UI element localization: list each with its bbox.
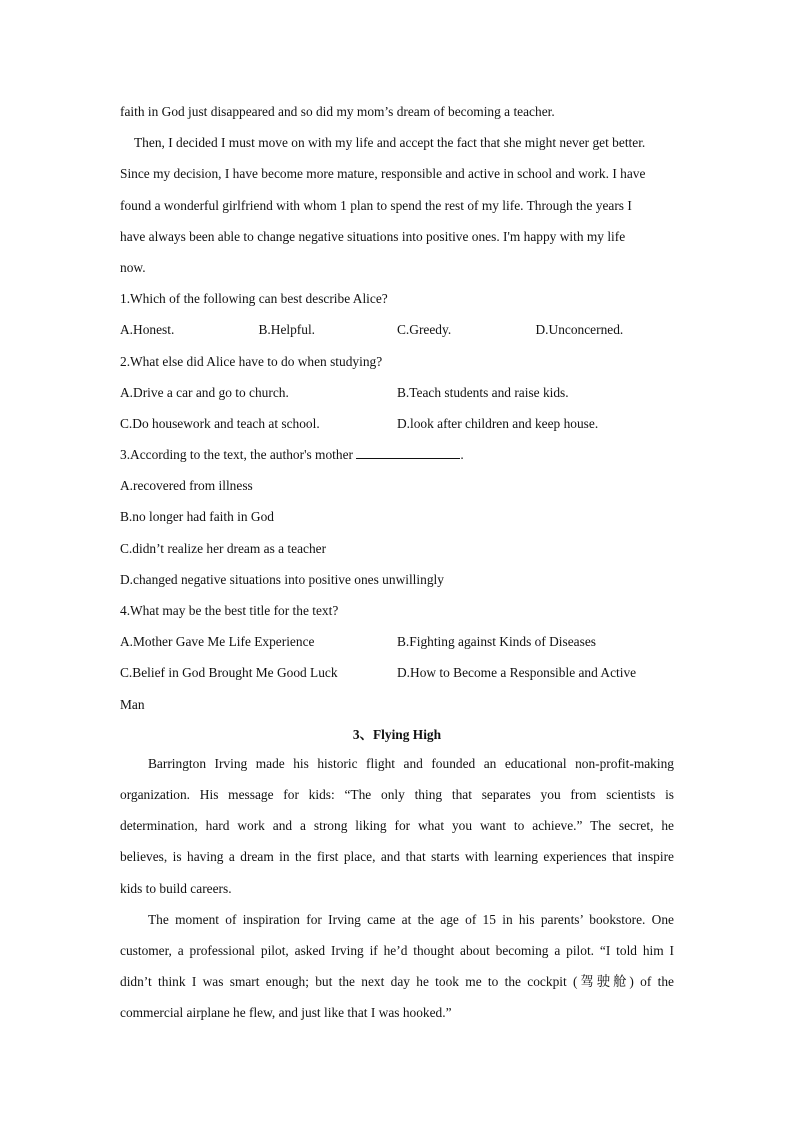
passage-line: have always been able to change negative situations into positive ones. I'm happy with my life bbox=[120, 228, 626, 244]
question-4-options-row2 bbox=[120, 657, 674, 688]
passage-line: Then, I decided I must move on with my life and accept the fact that she might never get better. bbox=[134, 135, 646, 151]
section-title: 3、Flying High bbox=[352, 726, 442, 742]
paragraph-2-line: didn’t think I was smart enough; but the next day he took me to the cockpit (驾驶舱) of the bbox=[120, 974, 674, 990]
option-a: A.Honest. bbox=[120, 322, 175, 338]
paragraph-2-line: customer, a professional pilot, asked Irving if he’d thought about becoming a pilot. “I told him I bbox=[120, 942, 674, 958]
question-2-stem: 2.What else did Alice have to do when studying? bbox=[120, 353, 383, 369]
paragraph-1-line: Barrington Irving made his historic flight and founded an educational non-profit-making bbox=[148, 755, 674, 771]
option-d: D.changed negative situations into positive ones unwillingly bbox=[120, 571, 444, 587]
question-2-options-row2 bbox=[120, 408, 674, 439]
question-4-options-row1 bbox=[120, 626, 674, 657]
option-b: B.Teach students and raise kids. bbox=[397, 384, 569, 400]
question-1-options bbox=[120, 314, 674, 345]
option-a: A.Mother Gave Me Life Experience bbox=[120, 634, 315, 650]
option-b: B.Fighting against Kinds of Diseases bbox=[397, 634, 596, 650]
option-a: A.recovered from illness bbox=[120, 478, 253, 494]
passage-line: faith in God just disappeared and so did my mom’s dream of becoming a teacher. bbox=[120, 104, 555, 119]
question-3-stem-end: . bbox=[460, 447, 464, 463]
paragraph-2-line: commercial airplane he flew, and just like that I was hooked.” bbox=[120, 1005, 452, 1021]
option-c: C.didn’t realize her dream as a teacher bbox=[120, 540, 327, 556]
answer-blank bbox=[356, 446, 460, 459]
option-d: D.look after children and keep house. bbox=[397, 415, 599, 431]
option-b: B.Helpful. bbox=[258, 322, 316, 338]
option-b: B.no longer had faith in God bbox=[120, 509, 274, 525]
paragraph-1-line: believes, is having a dream in the first place, and that starts with learning experiences that inspire bbox=[120, 849, 674, 865]
option-c: C.Belief in God Brought Me Good Luck bbox=[120, 665, 338, 681]
paragraph-1-line: kids to build careers. bbox=[120, 880, 232, 896]
passage-line: found a wonderful girlfriend with whom 1 plan to spend the rest of my life. Through the years I bbox=[120, 197, 632, 213]
question-1-stem: 1.Which of the following can best describe Alice? bbox=[120, 291, 388, 307]
passage-line: now. bbox=[120, 259, 146, 275]
paragraph-1-line: determination, hard work and a strong liking for what you want to achieve.” The secret, he bbox=[120, 818, 674, 834]
option-d-continued: Man bbox=[120, 696, 145, 712]
question-4-stem: 4.What may be the best title for the text? bbox=[120, 603, 339, 618]
passage-line: Since my decision, I have become more mature, responsible and active in school and work. I have bbox=[120, 166, 646, 182]
question-3-stem-text: 3.According to the text, the author's mother bbox=[120, 447, 353, 463]
question-3-stem bbox=[120, 439, 674, 470]
paragraph-1-line: organization. His message for kids: “The only thing that separates you from scientists is bbox=[120, 786, 674, 802]
option-c: C.Do housework and teach at school. bbox=[120, 415, 320, 431]
option-d: D.How to Become a Responsible and Active bbox=[397, 665, 637, 681]
option-a: A.Drive a car and go to church. bbox=[120, 384, 289, 400]
paragraph-2-line: The moment of inspiration for Irving came at the age of 15 in his parents’ bookstore. One bbox=[148, 911, 674, 927]
question-2-options-row1 bbox=[120, 377, 674, 408]
option-c: C.Greedy. bbox=[397, 322, 452, 338]
document-page bbox=[120, 96, 674, 1028]
option-d: D.Unconcerned. bbox=[535, 322, 624, 338]
